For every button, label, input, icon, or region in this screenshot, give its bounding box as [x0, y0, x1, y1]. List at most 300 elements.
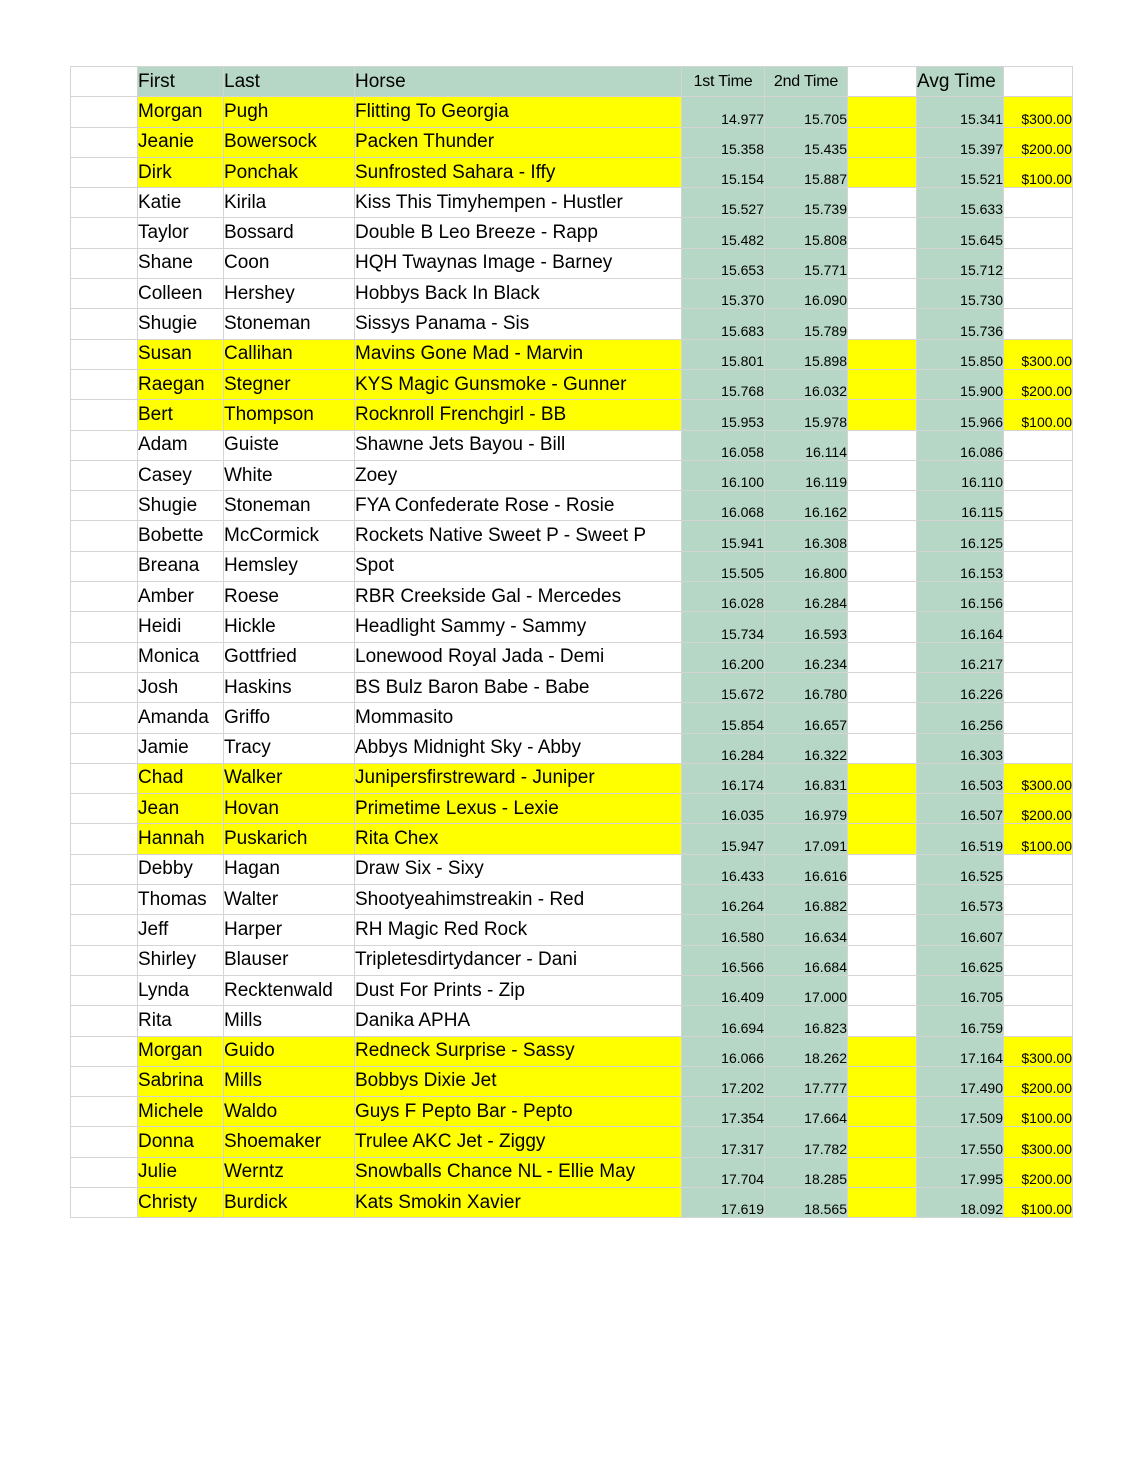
cell-horse-name: KYS Magic Gunsmoke - Gunner: [355, 369, 682, 399]
table-row[interactable]: [71, 975, 1073, 1005]
table-row[interactable]: [71, 339, 1073, 369]
cell-horse-name: Junipersfirstreward - Juniper: [355, 763, 682, 793]
cell-second-time: 16.684: [765, 945, 848, 975]
cell-second-time: 17.000: [765, 975, 848, 1005]
cell-first-time: 15.653: [682, 248, 765, 278]
cell-horse-name: Spot: [355, 551, 682, 581]
cell-avg-time: 16.226: [917, 672, 1004, 702]
cell-horse-name: Snowballs Chance NL - Ellie May: [355, 1157, 682, 1187]
cell-second-time: 15.898: [765, 339, 848, 369]
cell-first-time: 16.284: [682, 733, 765, 763]
row-blank-cell: [71, 1157, 138, 1187]
cell-payout: [1004, 248, 1073, 278]
table-body: [71, 97, 1073, 1218]
cell-first-name: Shane: [138, 248, 224, 278]
cell-last-name: Guiste: [224, 430, 355, 460]
cell-last-name: Shoemaker: [224, 1127, 355, 1157]
cell-gap: [848, 1187, 917, 1217]
cell-horse-name: Lonewood Royal Jada - Demi: [355, 642, 682, 672]
cell-horse-name: Danika APHA: [355, 1006, 682, 1036]
cell-avg-time: 15.850: [917, 339, 1004, 369]
cell-payout: [1004, 218, 1073, 248]
cell-payout: $200.00: [1004, 127, 1073, 157]
cell-payout: [1004, 188, 1073, 218]
cell-first-time: 16.066: [682, 1036, 765, 1066]
cell-second-time: 18.285: [765, 1157, 848, 1187]
cell-payout: [1004, 582, 1073, 612]
cell-second-time: 16.090: [765, 279, 848, 309]
cell-horse-name: Rita Chex: [355, 824, 682, 854]
cell-payout: [1004, 672, 1073, 702]
cell-avg-time: 16.110: [917, 460, 1004, 490]
cell-first-time: 15.154: [682, 157, 765, 187]
cell-horse-name: Kiss This Timyhempen - Hustler: [355, 188, 682, 218]
cell-last-name: Stoneman: [224, 309, 355, 339]
cell-last-name: Werntz: [224, 1157, 355, 1187]
cell-first-name: Adam: [138, 430, 224, 460]
cell-first-time: 16.433: [682, 854, 765, 884]
row-blank-cell: [71, 1066, 138, 1096]
cell-last-name: Kirila: [224, 188, 355, 218]
table-row[interactable]: [71, 1036, 1073, 1066]
cell-first-time: 16.068: [682, 491, 765, 521]
cell-second-time: 15.435: [765, 127, 848, 157]
table-row[interactable]: [71, 1097, 1073, 1127]
cell-avg-time: 15.633: [917, 188, 1004, 218]
header-money: [1004, 67, 1073, 97]
table-row[interactable]: [71, 915, 1073, 945]
table-row[interactable]: [71, 430, 1073, 460]
cell-horse-name: Abbys Midnight Sky - Abby: [355, 733, 682, 763]
cell-horse-name: Shootyeahimstreakin - Red: [355, 885, 682, 915]
table-row[interactable]: [71, 460, 1073, 490]
row-blank-cell: [71, 763, 138, 793]
cell-payout: [1004, 1006, 1073, 1036]
cell-first-name: Jamie: [138, 733, 224, 763]
cell-avg-time: 16.153: [917, 551, 1004, 581]
cell-second-time: 16.780: [765, 672, 848, 702]
cell-gap: [848, 1006, 917, 1036]
header-blank: [71, 67, 138, 97]
cell-first-time: 15.672: [682, 672, 765, 702]
cell-horse-name: Shawne Jets Bayou - Bill: [355, 430, 682, 460]
cell-gap: [848, 612, 917, 642]
cell-first-name: Josh: [138, 672, 224, 702]
cell-avg-time: 16.125: [917, 521, 1004, 551]
row-blank-cell: [71, 218, 138, 248]
cell-last-name: Stoneman: [224, 491, 355, 521]
cell-second-time: 15.978: [765, 400, 848, 430]
row-blank-cell: [71, 339, 138, 369]
table-row[interactable]: [71, 1066, 1073, 1096]
table-row[interactable]: [71, 672, 1073, 702]
cell-payout: $100.00: [1004, 400, 1073, 430]
table-row[interactable]: [71, 1157, 1073, 1187]
cell-gap: [848, 945, 917, 975]
cell-payout: $100.00: [1004, 1187, 1073, 1217]
cell-avg-time: 16.525: [917, 854, 1004, 884]
cell-avg-time: 16.705: [917, 975, 1004, 1005]
row-blank-cell: [71, 188, 138, 218]
cell-first-name: Jean: [138, 794, 224, 824]
cell-horse-name: HQH Twaynas Image - Barney: [355, 248, 682, 278]
cell-payout: [1004, 551, 1073, 581]
cell-second-time: 16.831: [765, 763, 848, 793]
cell-second-time: 16.634: [765, 915, 848, 945]
cell-gap: [848, 339, 917, 369]
table-row[interactable]: [71, 794, 1073, 824]
row-blank-cell: [71, 642, 138, 672]
cell-last-name: Walker: [224, 763, 355, 793]
cell-second-time: 16.284: [765, 582, 848, 612]
cell-horse-name: Mavins Gone Mad - Marvin: [355, 339, 682, 369]
cell-gap: [848, 460, 917, 490]
cell-horse-name: Kats Smokin Xavier: [355, 1187, 682, 1217]
cell-payout: [1004, 854, 1073, 884]
row-blank-cell: [71, 127, 138, 157]
cell-second-time: 16.308: [765, 521, 848, 551]
cell-horse-name: BS Bulz Baron Babe - Babe: [355, 672, 682, 702]
cell-horse-name: Headlight Sammy - Sammy: [355, 612, 682, 642]
cell-gap: [848, 703, 917, 733]
row-blank-cell: [71, 915, 138, 945]
cell-last-name: Ponchak: [224, 157, 355, 187]
spreadsheet: [70, 66, 1072, 1218]
cell-last-name: Bowersock: [224, 127, 355, 157]
row-blank-cell: [71, 521, 138, 551]
cell-first-name: Colleen: [138, 279, 224, 309]
cell-second-time: 18.565: [765, 1187, 848, 1217]
cell-avg-time: 18.092: [917, 1187, 1004, 1217]
cell-last-name: Bossard: [224, 218, 355, 248]
table-row[interactable]: [71, 279, 1073, 309]
cell-first-name: Taylor: [138, 218, 224, 248]
cell-horse-name: Draw Six - Sixy: [355, 854, 682, 884]
cell-horse-name: Double B Leo Breeze - Rapp: [355, 218, 682, 248]
cell-gap: [848, 521, 917, 551]
cell-second-time: 16.979: [765, 794, 848, 824]
cell-avg-time: 16.759: [917, 1006, 1004, 1036]
cell-first-time: 15.734: [682, 612, 765, 642]
row-blank-cell: [71, 1036, 138, 1066]
table-row[interactable]: [71, 97, 1073, 127]
cell-second-time: 16.800: [765, 551, 848, 581]
cell-payout: $300.00: [1004, 97, 1073, 127]
table-row[interactable]: [71, 309, 1073, 339]
cell-first-time: 15.482: [682, 218, 765, 248]
cell-payout: $100.00: [1004, 824, 1073, 854]
cell-avg-time: 15.966: [917, 400, 1004, 430]
cell-first-time: 15.527: [682, 188, 765, 218]
table-row[interactable]: [71, 642, 1073, 672]
cell-second-time: 15.771: [765, 248, 848, 278]
cell-payout: $200.00: [1004, 794, 1073, 824]
cell-second-time: 15.705: [765, 97, 848, 127]
cell-first-name: Jeff: [138, 915, 224, 945]
cell-first-time: 15.370: [682, 279, 765, 309]
cell-horse-name: Sissys Panama - Sis: [355, 309, 682, 339]
row-blank-cell: [71, 491, 138, 521]
cell-last-name: Coon: [224, 248, 355, 278]
cell-first-name: Bobette: [138, 521, 224, 551]
cell-last-name: Hagan: [224, 854, 355, 884]
cell-first-name: Chad: [138, 763, 224, 793]
cell-first-name: Shugie: [138, 309, 224, 339]
cell-first-time: 15.947: [682, 824, 765, 854]
cell-payout: [1004, 460, 1073, 490]
cell-gap: [848, 975, 917, 1005]
cell-gap: [848, 248, 917, 278]
cell-payout: [1004, 885, 1073, 915]
cell-second-time: 17.777: [765, 1066, 848, 1096]
cell-horse-name: Dust For Prints - Zip: [355, 975, 682, 1005]
table-row[interactable]: [71, 127, 1073, 157]
cell-first-name: Morgan: [138, 1036, 224, 1066]
cell-horse-name: Tripletesdirtydancer - Dani: [355, 945, 682, 975]
cell-last-name: Burdick: [224, 1187, 355, 1217]
cell-second-time: 15.887: [765, 157, 848, 187]
table-row[interactable]: [71, 491, 1073, 521]
cell-avg-time: 15.736: [917, 309, 1004, 339]
cell-avg-time: 17.164: [917, 1036, 1004, 1066]
cell-gap: [848, 430, 917, 460]
cell-payout: [1004, 733, 1073, 763]
cell-horse-name: Rocknroll Frenchgirl - BB: [355, 400, 682, 430]
row-blank-cell: [71, 309, 138, 339]
header-last: Last: [224, 67, 355, 97]
cell-horse-name: FYA Confederate Rose - Rosie: [355, 491, 682, 521]
cell-first-name: Casey: [138, 460, 224, 490]
row-blank-cell: [71, 794, 138, 824]
header-first: First: [138, 67, 224, 97]
cell-first-name: Raegan: [138, 369, 224, 399]
cell-gap: [848, 157, 917, 187]
cell-horse-name: Flitting To Georgia: [355, 97, 682, 127]
cell-first-time: 16.264: [682, 885, 765, 915]
cell-last-name: Callihan: [224, 339, 355, 369]
cell-last-name: Haskins: [224, 672, 355, 702]
cell-avg-time: 16.086: [917, 430, 1004, 460]
cell-gap: [848, 369, 917, 399]
cell-first-name: Amanda: [138, 703, 224, 733]
cell-first-time: 16.409: [682, 975, 765, 1005]
table-row[interactable]: [71, 1187, 1073, 1217]
cell-first-time: 17.704: [682, 1157, 765, 1187]
cell-gap: [848, 885, 917, 915]
cell-last-name: Mills: [224, 1006, 355, 1036]
cell-last-name: Hershey: [224, 279, 355, 309]
cell-gap: [848, 188, 917, 218]
cell-last-name: Puskarich: [224, 824, 355, 854]
cell-first-name: Debby: [138, 854, 224, 884]
cell-avg-time: 16.503: [917, 763, 1004, 793]
cell-last-name: Stegner: [224, 369, 355, 399]
cell-gap: [848, 1036, 917, 1066]
cell-avg-time: 16.164: [917, 612, 1004, 642]
table-row[interactable]: [71, 703, 1073, 733]
table-row[interactable]: [71, 188, 1073, 218]
cell-first-name: Julie: [138, 1157, 224, 1187]
cell-avg-time: 16.217: [917, 642, 1004, 672]
header-second-time: 2nd Time: [765, 67, 848, 97]
cell-first-name: Heidi: [138, 612, 224, 642]
cell-avg-time: 16.607: [917, 915, 1004, 945]
cell-second-time: 16.234: [765, 642, 848, 672]
cell-payout: [1004, 430, 1073, 460]
cell-horse-name: Mommasito: [355, 703, 682, 733]
row-blank-cell: [71, 824, 138, 854]
row-blank-cell: [71, 369, 138, 399]
results-table: [70, 66, 1073, 1218]
cell-avg-time: 15.645: [917, 218, 1004, 248]
cell-first-name: Sabrina: [138, 1066, 224, 1096]
table-row[interactable]: [71, 521, 1073, 551]
cell-horse-name: RBR Creekside Gal - Mercedes: [355, 582, 682, 612]
row-blank-cell: [71, 1127, 138, 1157]
table-row[interactable]: [71, 157, 1073, 187]
row-blank-cell: [71, 854, 138, 884]
cell-payout: [1004, 642, 1073, 672]
cell-second-time: 15.739: [765, 188, 848, 218]
header-avg-time: Avg Time: [917, 67, 1004, 97]
cell-payout: [1004, 491, 1073, 521]
cell-second-time: 16.616: [765, 854, 848, 884]
cell-avg-time: 15.521: [917, 157, 1004, 187]
cell-last-name: Hemsley: [224, 551, 355, 581]
cell-avg-time: 15.712: [917, 248, 1004, 278]
cell-first-name: Shugie: [138, 491, 224, 521]
cell-horse-name: Bobbys Dixie Jet: [355, 1066, 682, 1096]
cell-horse-name: Zoey: [355, 460, 682, 490]
cell-last-name: White: [224, 460, 355, 490]
table-row[interactable]: [71, 885, 1073, 915]
cell-gap: [848, 1066, 917, 1096]
row-blank-cell: [71, 279, 138, 309]
cell-second-time: 18.262: [765, 1036, 848, 1066]
table-row[interactable]: [71, 733, 1073, 763]
table-row[interactable]: [71, 1127, 1073, 1157]
row-blank-cell: [71, 703, 138, 733]
cell-gap: [848, 733, 917, 763]
table-row[interactable]: [71, 945, 1073, 975]
cell-horse-name: RH Magic Red Rock: [355, 915, 682, 945]
cell-first-time: 17.317: [682, 1127, 765, 1157]
cell-first-time: 15.854: [682, 703, 765, 733]
cell-horse-name: Sunfrosted Sahara - Iffy: [355, 157, 682, 187]
cell-first-time: 15.505: [682, 551, 765, 581]
cell-first-time: 15.953: [682, 400, 765, 430]
table-row[interactable]: [71, 400, 1073, 430]
cell-last-name: McCormick: [224, 521, 355, 551]
row-blank-cell: [71, 733, 138, 763]
cell-avg-time: 16.256: [917, 703, 1004, 733]
table-header: [71, 67, 1073, 97]
cell-gap: [848, 309, 917, 339]
cell-gap: [848, 400, 917, 430]
cell-avg-time: 16.519: [917, 824, 1004, 854]
cell-horse-name: Trulee AKC Jet - Ziggy: [355, 1127, 682, 1157]
cell-second-time: 15.808: [765, 218, 848, 248]
table-row[interactable]: [71, 582, 1073, 612]
cell-payout: $100.00: [1004, 157, 1073, 187]
table-row[interactable]: [71, 824, 1073, 854]
cell-horse-name: Hobbys Back In Black: [355, 279, 682, 309]
cell-gap: [848, 672, 917, 702]
cell-first-name: Donna: [138, 1127, 224, 1157]
cell-payout: [1004, 703, 1073, 733]
row-blank-cell: [71, 460, 138, 490]
cell-last-name: Walter: [224, 885, 355, 915]
cell-second-time: 16.032: [765, 369, 848, 399]
cell-first-name: Katie: [138, 188, 224, 218]
cell-first-time: 15.768: [682, 369, 765, 399]
cell-first-time: 15.683: [682, 309, 765, 339]
cell-last-name: Tracy: [224, 733, 355, 763]
cell-first-name: Hannah: [138, 824, 224, 854]
table-row[interactable]: [71, 218, 1073, 248]
cell-gap: [848, 642, 917, 672]
cell-avg-time: 16.507: [917, 794, 1004, 824]
cell-second-time: 16.657: [765, 703, 848, 733]
table-row[interactable]: [71, 763, 1073, 793]
cell-avg-time: 17.509: [917, 1097, 1004, 1127]
row-blank-cell: [71, 612, 138, 642]
cell-payout: [1004, 945, 1073, 975]
cell-payout: [1004, 975, 1073, 1005]
cell-first-name: Monica: [138, 642, 224, 672]
cell-first-time: 16.100: [682, 460, 765, 490]
table-row[interactable]: [71, 1006, 1073, 1036]
cell-first-name: Morgan: [138, 97, 224, 127]
cell-gap: [848, 491, 917, 521]
cell-payout: [1004, 915, 1073, 945]
table-row[interactable]: [71, 248, 1073, 278]
row-blank-cell: [71, 1187, 138, 1217]
cell-avg-time: 15.397: [917, 127, 1004, 157]
cell-last-name: Thompson: [224, 400, 355, 430]
cell-second-time: 17.091: [765, 824, 848, 854]
cell-horse-name: Guys F Pepto Bar - Pepto: [355, 1097, 682, 1127]
table-row[interactable]: [71, 551, 1073, 581]
cell-last-name: Griffo: [224, 703, 355, 733]
cell-gap: [848, 551, 917, 581]
cell-last-name: Gottfried: [224, 642, 355, 672]
header-gap: [848, 67, 917, 97]
cell-last-name: Guido: [224, 1036, 355, 1066]
cell-first-time: 16.200: [682, 642, 765, 672]
row-blank-cell: [71, 885, 138, 915]
cell-first-time: 15.801: [682, 339, 765, 369]
cell-first-time: 16.028: [682, 582, 765, 612]
cell-second-time: 16.593: [765, 612, 848, 642]
table-row[interactable]: [71, 369, 1073, 399]
cell-first-name: Breana: [138, 551, 224, 581]
cell-first-time: 16.580: [682, 915, 765, 945]
table-row[interactable]: [71, 854, 1073, 884]
cell-gap: [848, 1157, 917, 1187]
table-row[interactable]: [71, 612, 1073, 642]
cell-first-name: Lynda: [138, 975, 224, 1005]
cell-gap: [848, 1097, 917, 1127]
cell-second-time: 16.823: [765, 1006, 848, 1036]
cell-last-name: Mills: [224, 1066, 355, 1096]
cell-first-time: 17.354: [682, 1097, 765, 1127]
cell-payout: [1004, 279, 1073, 309]
cell-first-time: 15.941: [682, 521, 765, 551]
cell-second-time: 16.882: [765, 885, 848, 915]
cell-gap: [848, 763, 917, 793]
cell-avg-time: 17.490: [917, 1066, 1004, 1096]
